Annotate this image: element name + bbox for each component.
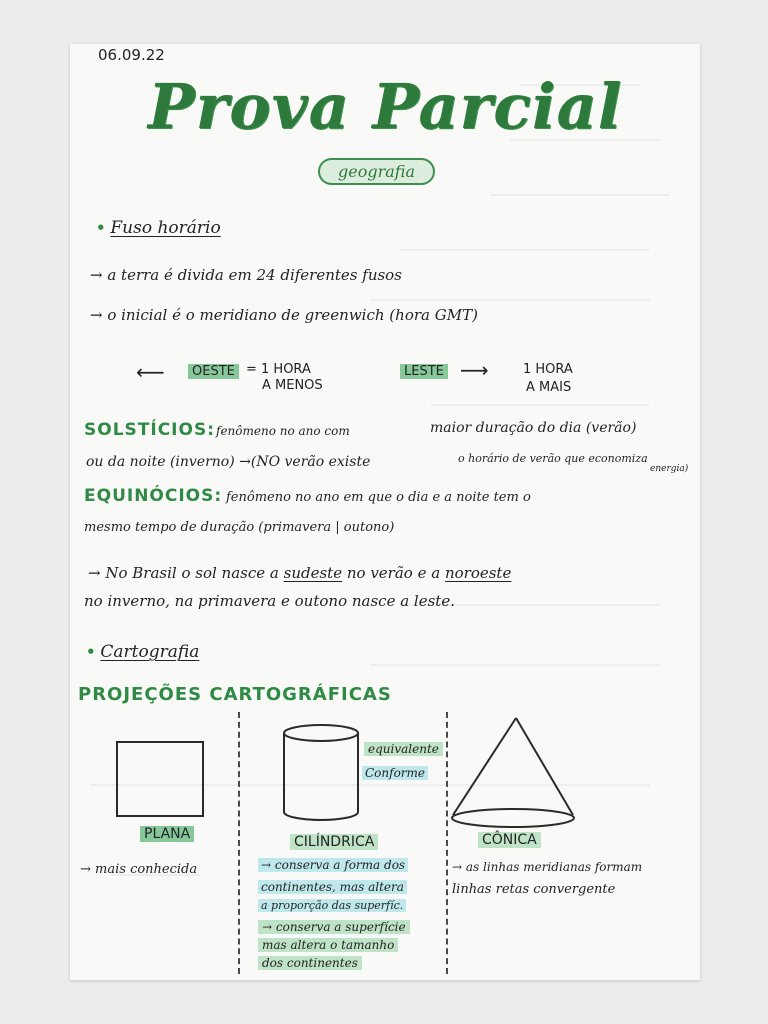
leste-label: LESTE <box>400 364 448 379</box>
cilindrica-note-6: dos continentes <box>258 956 362 970</box>
oeste-note-1: = 1 HORA <box>246 362 311 377</box>
brasil-line-1-a: → No Brasil o sol nasce a <box>88 564 279 582</box>
solsticios-text-1b: maior duração do dia (verão) <box>430 420 637 436</box>
bullet-dot-icon: • <box>86 643 96 661</box>
brasil-line-1-c: no verão e a <box>346 564 441 582</box>
brasil-line-2: no inverno, na primavera e outono nasce a leste. <box>84 592 455 610</box>
leste-note-1: 1 HORA <box>523 362 573 377</box>
leste-note-2: A MAIS <box>526 380 572 395</box>
date-text: 06.09.22 <box>98 46 165 64</box>
conica-note-1: → as linhas meridianas formam <box>452 860 643 874</box>
cilindrica-note-3: a proporção das superfíc. <box>258 899 406 912</box>
plana-note: → mais conhecida <box>80 862 198 877</box>
arrow-right-icon: ⟶ <box>460 358 489 382</box>
solsticios-label: SOLSTÍCIOS: <box>84 420 215 440</box>
oeste-note-2: A MENOS <box>262 378 323 393</box>
fuso-heading: Fuso horário <box>110 218 221 238</box>
oeste-label: OESTE <box>188 364 239 379</box>
equinocios-label: EQUINÓCIOS: <box>84 486 223 506</box>
solsticios-text-2a: ou da noite (inverno) →(NO verão existe <box>86 454 371 470</box>
page-subtitle-badge: geografia <box>318 158 435 185</box>
bullet-dot-icon: • <box>96 219 106 237</box>
equivalente-label: equivalente <box>364 742 443 756</box>
plana-square-shape <box>117 742 203 816</box>
equinocios-text-1: fenômeno no ano em que o dia e a noite tem o <box>226 490 531 505</box>
equinocios-text-2: mesmo tempo de duração (primavera | outono) <box>84 520 395 535</box>
fuso-line-2: → o inicial é o meridiano de greenwich (hora GMT) <box>90 306 478 324</box>
solsticios-text-2b: o horário de verão que economiza <box>458 452 648 465</box>
projecoes-heading: PROJEÇÕES CARTOGRÁFICAS <box>78 684 392 705</box>
cilindrica-label: CILÍNDRICA <box>290 834 378 850</box>
cilindrica-note-1: → conserva a forma dos <box>258 858 408 872</box>
page-title: Prova Parcial <box>148 70 623 143</box>
cilindrica-cylinder-shape <box>284 725 358 820</box>
fuso-line-1: → a terra é divida em 24 diferentes fusos <box>90 266 402 284</box>
arrow-left-icon: ⟵ <box>136 360 165 384</box>
cartografia-heading: Cartografia <box>100 642 200 662</box>
brasil-sudeste: sudeste <box>283 564 343 582</box>
conica-label: CÔNICA <box>478 832 541 848</box>
conica-cone-shape <box>452 718 574 827</box>
cilindrica-note-5: mas altera o tamanho <box>258 938 398 952</box>
solsticios-text-1a: fenômeno no ano com <box>216 424 350 438</box>
cilindrica-note-4: → conserva a superfície <box>258 920 410 934</box>
plana-label: PLANA <box>140 826 194 842</box>
brasil-noroeste: noroeste <box>444 564 512 582</box>
cilindrica-note-2: continentes, mas altera <box>258 880 407 894</box>
conica-note-2: linhas retas convergente <box>452 882 616 897</box>
conforme-label: Conforme <box>362 766 428 780</box>
solsticios-text-2c: energia) <box>650 464 689 474</box>
